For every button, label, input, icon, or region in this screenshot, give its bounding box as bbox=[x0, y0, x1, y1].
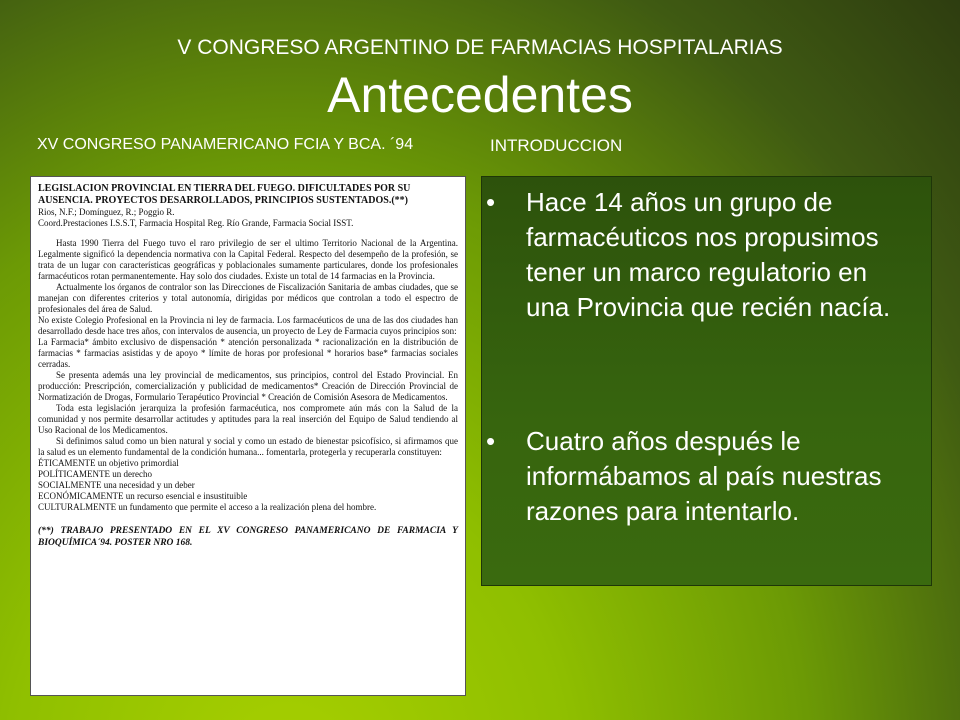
doc-paragraph: Se presenta además una ley provincial de medicamentos, sus principios, control del Estado Provincial. En producción: Prescripción, comercialización y publicidad de medicamentos* Creación de Dirección Provincial de Normatización de Drogas, Formulario Terapéutico Provincial * Creación de Comisión Asesora de Medicamentos. bbox=[38, 370, 458, 402]
doc-paragraph: Toda esta legislación jerarquiza la profesión farmacéutica, nos compromete aún más con la Salud de la comunidad y nos permite desarrollar actitudes y aptitudes para la real inserción del Equipo de Salud tendiendo al Uso Racional de los Medicamentos. bbox=[38, 403, 458, 435]
bullet-icon: • bbox=[486, 187, 496, 217]
doc-list-item: ÉTICAMENTE un objetivo primordial bbox=[38, 458, 179, 468]
bullet-icon: • bbox=[486, 426, 496, 456]
doc-affiliation: Coord.Prestaciones I.S.S.T, Farmacia Hospital Reg. Río Grande, Farmacia Social ISST. bbox=[38, 218, 354, 228]
bullet-item bbox=[482, 424, 896, 529]
poster-document bbox=[30, 176, 466, 696]
doc-list-item: CULTURALMENTE un fundamento que permite el acceso a la realización plena del hombre. bbox=[38, 502, 377, 512]
doc-list-item: POLÍTICAMENTE un derecho bbox=[38, 469, 152, 479]
slide-title: Antecedentes bbox=[327, 67, 633, 123]
introduction-box bbox=[481, 176, 932, 586]
bullet-item bbox=[482, 185, 896, 325]
doc-paragraph: No existe Colegio Profesional en la Provincia ni ley de farmacia. Los farmacéuticos de una de las dos ciudades han desarrollado desde hace tres años, con intervalos de ausencia, un proyecto de Ley de Farmacia cuyos principios son: bbox=[38, 315, 458, 336]
doc-authors: Rios, N.F.; Domínguez, R.; Poggio R. bbox=[38, 207, 175, 217]
doc-heading: LEGISLACION PROVINCIAL EN TIERRA DEL FUEGO. DIFICULTADES POR SU AUSENCIA. PROYECTOS DESARROLLADOS, PRINCIPIOS SUSTENTADOS.(**) bbox=[38, 183, 411, 206]
bullet-text: Hace 14 años un grupo de farmacéuticos nos propusimos tener un marco regulatorio en una Provincia que recién nacía. bbox=[526, 187, 891, 322]
doc-paragraph: Hasta 1990 Tierra del Fuego tuvo el raro privilegio de ser el ultimo Territorio Nacional de la Argentina. Legalmente significó la dependencia normativa con la Capital Federal. Respecto del desempeño de la profesión, se trata de un lugar con características geográficas y poblacionales sumamente particulares, donde los profesionales farmacéuticos rotan permanentemente. Hay solo dos ciudades. Existe un total de 14 farmacias en la Provincia. bbox=[38, 238, 458, 281]
left-caption: XV CONGRESO PANAMERICANO FCIA Y BCA. ´94 bbox=[37, 136, 414, 153]
doc-paragraph: Actualmente los órganos de contralor son las Direcciones de Fiscalización Sanitaria de ambas ciudades, que se manejan con diferentes criterios y total autonomía, dirigidas por médicos que controlan a todo el espectro de profesionales del área de Salud. bbox=[38, 282, 458, 314]
right-caption: INTRODUCCION bbox=[490, 136, 623, 155]
doc-list-item: SOCIALMENTE una necesidad y un deber bbox=[38, 480, 195, 490]
bullet-text: Cuatro años después le informábamos al país nuestras razones para intentarlo. bbox=[526, 426, 882, 526]
doc-paragraph: La Farmacia* ámbito exclusivo de dispensación * atención personalizada * racionalización en la distribución de farmacias * farmacias asistidas y de apoyo * límite de horas por profesional * horarios base* farmacias sociales cerradas. bbox=[38, 337, 458, 369]
doc-paragraph: Si definimos salud como un bien natural y social y como un estado de bienestar psicofísico, si afirmamos que la salud es un elemento fundamental de la condición humana... fomentarla, protegerla y recuperarla constituyen: bbox=[38, 436, 458, 457]
doc-list-item: ECONÓMICAMENTE un recurso esencial e insustituible bbox=[38, 491, 248, 501]
conference-title: V CONGRESO ARGENTINO DE FARMACIAS HOSPITALARIAS bbox=[177, 36, 783, 59]
doc-footnote: (**) TRABAJO PRESENTADO EN EL XV CONGRESO PANAMERICANO DE FARMACIA Y BIOQUÍMICA´94. POSTER NRO 168. bbox=[38, 526, 458, 548]
